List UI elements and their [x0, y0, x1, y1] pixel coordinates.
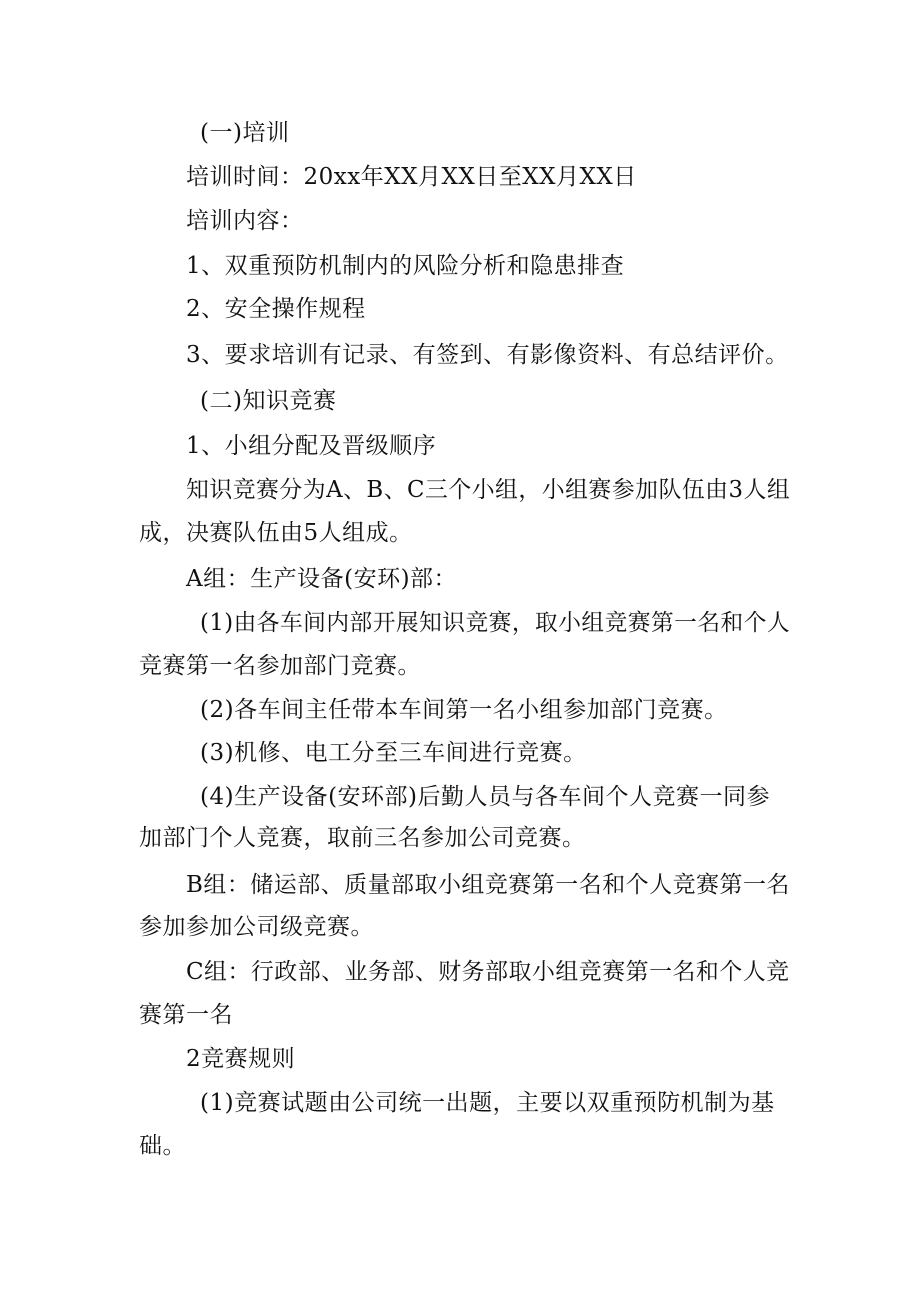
paragraph-line: 参加参加公司级竞赛。 [139, 914, 374, 940]
training-item-1: 1、双重预防机制内的风险分析和隐患排查 [186, 253, 625, 279]
paragraph-line: 竞赛第一名参加部门竞赛。 [139, 653, 421, 679]
group-b-title: B组：储运部、质量部取小组竞赛第一名和个人竞赛第一名 [186, 872, 790, 898]
heading-knowledge-contest: (二)知识竞赛 [200, 388, 337, 414]
paragraph-line: (1)竞赛试题由公司统一出题，主要以双重预防机制为基 [200, 1090, 775, 1116]
paragraph-line: 成，决赛队伍由5人组成。 [139, 520, 413, 546]
paragraph-line: (4)生产设备(安环部)后勤人员与各车间个人竞赛一同参 [200, 784, 771, 810]
paragraph-line: 赛第一名 [139, 1002, 233, 1028]
training-item-2: 2、安全操作规程 [186, 296, 366, 322]
paragraph-line: (3)机修、电工分至三车间进行竞赛。 [200, 740, 587, 766]
contest-section-1-title: 1、小组分配及晋级顺序 [186, 433, 437, 459]
training-time: 培训时间：20xx年XX月XX日至XX月XX日 [186, 164, 637, 190]
training-content-label: 培训内容： [186, 208, 304, 234]
group-a-title: A组：生产设备(安环)部： [186, 566, 458, 592]
group-c-title: C组：行政部、业务部、财务部取小组竞赛第一名和个人竞 [186, 959, 790, 985]
paragraph-line: (2)各车间主任带本车间第一名小组参加部门竞赛。 [200, 697, 728, 723]
paragraph-line: 础。 [139, 1133, 186, 1159]
training-item-3: 3、要求培训有记录、有签到、有影像资料、有总结评价。 [186, 342, 789, 368]
paragraph-line: 加部门个人竞赛，取前三名参加公司竞赛。 [139, 825, 586, 851]
paragraph-line: (1)由各车间内部开展知识竞赛，取小组竞赛第一名和个人 [200, 610, 791, 636]
heading-training: (一)培训 [200, 120, 290, 146]
contest-rules-title: 2竞赛规则 [186, 1046, 296, 1072]
paragraph-line: 知识竞赛分为A、B、C三个小组，小组赛参加队伍由3人组 [186, 477, 791, 503]
